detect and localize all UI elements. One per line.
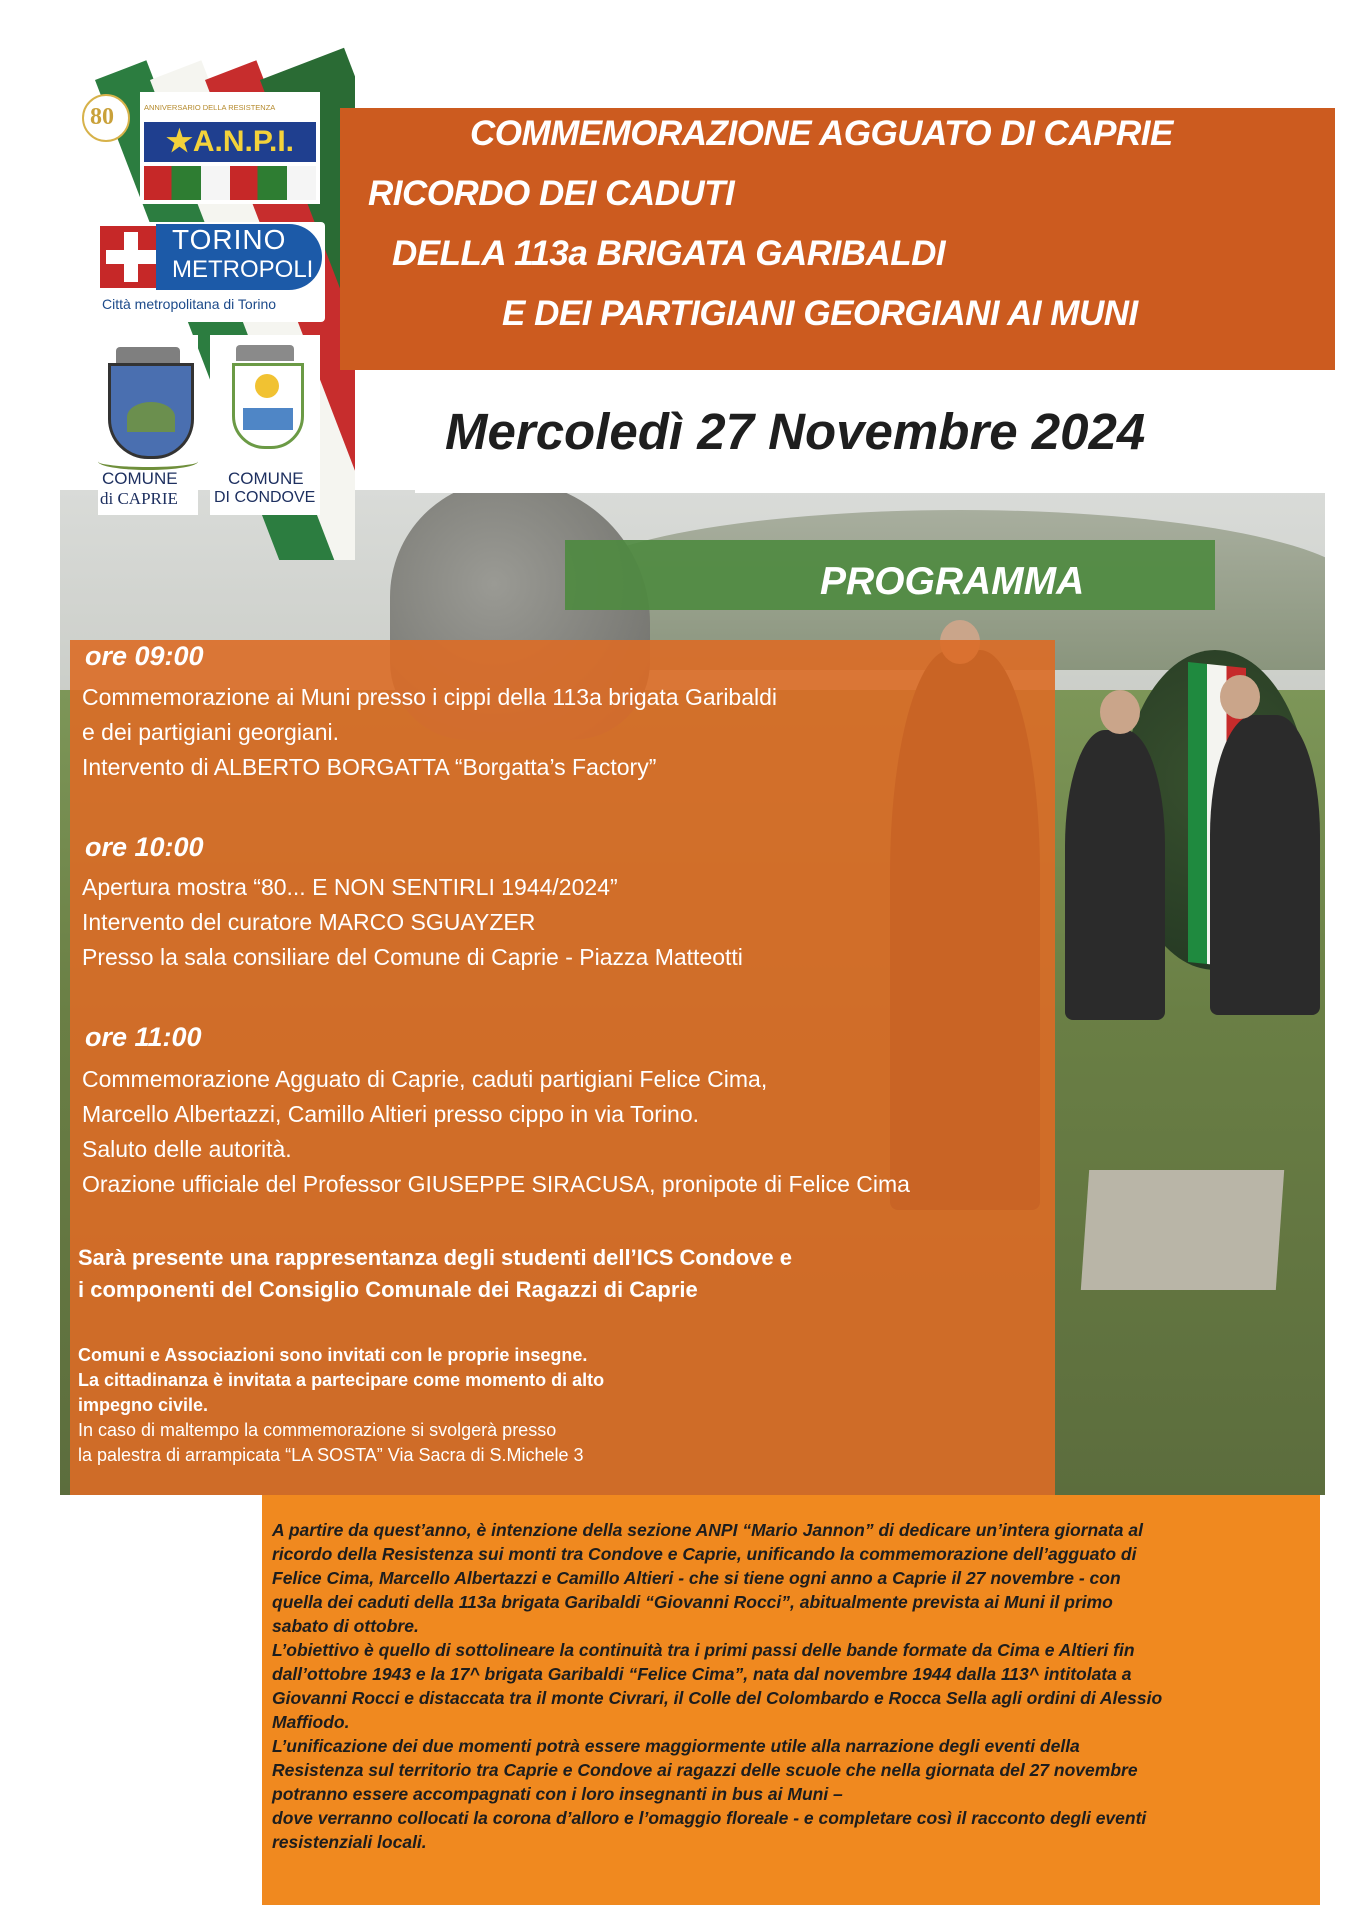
torino-shield-icon xyxy=(100,226,162,288)
programma-title: PROGRAMMA xyxy=(820,560,1085,603)
event-date: Mercoledì 27 Novembre 2024 xyxy=(445,403,1146,460)
anpi-flag-bars xyxy=(144,166,316,200)
anniversary-number: 80 xyxy=(90,104,114,130)
item-1-line-3: Intervento di ALBERTO BORGATTA “Borgatta’s Factory” xyxy=(82,754,657,780)
note-line-5: sabato di ottobre. xyxy=(272,1616,419,1636)
item-3-line-1: Commemorazione Agguato di Caprie, caduti partigiani Felice Cima, xyxy=(82,1066,768,1092)
anniversary-seal xyxy=(82,94,130,142)
condove-shield-icon xyxy=(232,363,304,449)
note-line-13: dove verranno collocati la corona d’alloro e l’omaggio floreale - e completare così il racconto degli eventi xyxy=(272,1808,1147,1828)
anpi-logo xyxy=(90,92,320,204)
item-3-line-2: Marcello Albertazzi, Camillo Altieri presso cippo in via Torino. xyxy=(82,1101,700,1127)
caprie-label-1: COMUNE xyxy=(102,469,178,488)
students-line-1: Sarà presente una rappresentanza degli studenti dell’ICS Condove e xyxy=(78,1245,792,1270)
weather-line-1: In caso di maltempo la commemorazione si svolgerà presso xyxy=(78,1420,557,1440)
item-3-line-4: Orazione ufficiale del Professor GIUSEPPE SIRACUSA, pronipote di Felice Cima xyxy=(82,1171,910,1197)
anpi-name: ★A.N.P.I. xyxy=(144,122,316,162)
anpi-tagline: ANNIVERSARIO DELLA RESISTENZA xyxy=(144,103,276,112)
header-banner xyxy=(340,108,1335,370)
item-2-line-1: Apertura mostra “80... E NON SENTIRLI 1944/2024” xyxy=(82,874,618,900)
invite-line-3: impegno civile. xyxy=(78,1395,209,1415)
time-11: ore 11:00 xyxy=(85,1022,202,1052)
item-1-line-2: e dei partigiani georgiani. xyxy=(82,719,340,745)
students-line-2: i componenti del Consiglio Comunale dei Ragazzi di Caprie xyxy=(78,1277,698,1302)
condove-label-1: COMUNE xyxy=(228,469,304,488)
caprie-shield-icon xyxy=(108,363,194,459)
note-line-11: Resistenza sul territorio tra Caprie e Condove ai ragazzi delle scuole che nella giornata del 27 novembre xyxy=(272,1760,1138,1780)
torino-word: TORINO xyxy=(172,224,287,255)
weather-line-2: la palestra di arrampicata “LA SOSTA” Via Sacra di S.Michele 3 xyxy=(78,1445,584,1465)
crown-icon xyxy=(236,345,294,361)
note-line-14: resistenziali locali. xyxy=(272,1832,427,1852)
header-line-4: E DEI PARTIGIANI GEORGIANI AI MUNI xyxy=(502,294,1138,333)
caprie-label-2: di CAPRIE xyxy=(100,489,178,508)
time-10: ore 10:00 xyxy=(85,832,204,862)
branch-icon xyxy=(98,453,198,470)
time-09: ore 09:00 xyxy=(85,641,204,671)
note-line-6: L’obiettivo è quello di sottolineare la continuità tra i primi passi delle bande formate da Cima e Altieri fin xyxy=(272,1640,1135,1660)
note-line-4: quella dei caduti della 113a brigata Garibaldi “Giovanni Rocci”, abitualmente prevista ai Muni il primo xyxy=(272,1592,1113,1612)
condove-crest xyxy=(210,335,320,515)
metropoli-word: METROPOLI xyxy=(172,256,314,283)
header-line-3: DELLA 113a BRIGATA GARIBALDI xyxy=(392,234,946,273)
note-line-3: Felice Cima, Marcello Albertazzi e Camillo Altieri - che si tiene ogni anno a Caprie il 27 novembre - con xyxy=(272,1568,1121,1588)
note-line-8: Giovanni Rocci e distaccata tra il monte Civrari, il Colle del Colombardo e Rocca Sella agli ordini di Alessio xyxy=(272,1688,1163,1708)
note-line-7: dall’ottobre 1943 e la 17^ brigata Garibaldi “Felice Cima”, nata dal novembre 1944 dalla 113^ intitolata a xyxy=(272,1664,1132,1684)
note-line-9: Maffiodo. xyxy=(272,1712,350,1732)
note-line-2: ricordo della Resistenza sui monti tra Condove e Caprie, unificando la commemorazione dell’agguato di xyxy=(272,1544,1137,1564)
header-title: COMMEMORAZIONE AGGUATO DI CAPRIE xyxy=(470,114,1173,153)
torino-subtitle: Città metropolitana di Torino xyxy=(102,296,277,312)
item-2-line-3: Presso la sala consiliare del Comune di Caprie - Piazza Matteotti xyxy=(82,944,743,970)
item-1-line-1: Commemorazione ai Muni presso i cippi della 113a brigata Garibaldi xyxy=(82,684,778,710)
item-3-line-3: Saluto delle autorità. xyxy=(82,1136,292,1162)
caprie-crest xyxy=(98,335,198,515)
note-line-10: L’unificazione dei due momenti potrà essere maggiormente utile alla narrazione degli eventi della xyxy=(272,1736,1080,1756)
torino-metropoli-logo xyxy=(100,222,325,322)
condove-label-2: DI CONDOVE xyxy=(214,489,316,506)
item-2-line-2: Intervento del curatore MARCO SGUAYZER xyxy=(82,909,536,935)
crown-icon xyxy=(116,347,180,363)
header-line-2: RICORDO DEI CADUTI xyxy=(368,174,735,213)
note-line-1: A partire da quest’anno, è intenzione della sezione ANPI “Mario Jannon” di dedicare un’intera giornata al xyxy=(272,1520,1143,1540)
invite-line-1: Comuni e Associazioni sono invitati con le proprie insegne. xyxy=(78,1345,588,1365)
note-line-12: potranno essere accompagnati con i loro insegnanti in bus ai Muni – xyxy=(272,1784,843,1804)
invite-line-2: La cittadinanza è invitata a partecipare come momento di alto xyxy=(78,1370,605,1390)
